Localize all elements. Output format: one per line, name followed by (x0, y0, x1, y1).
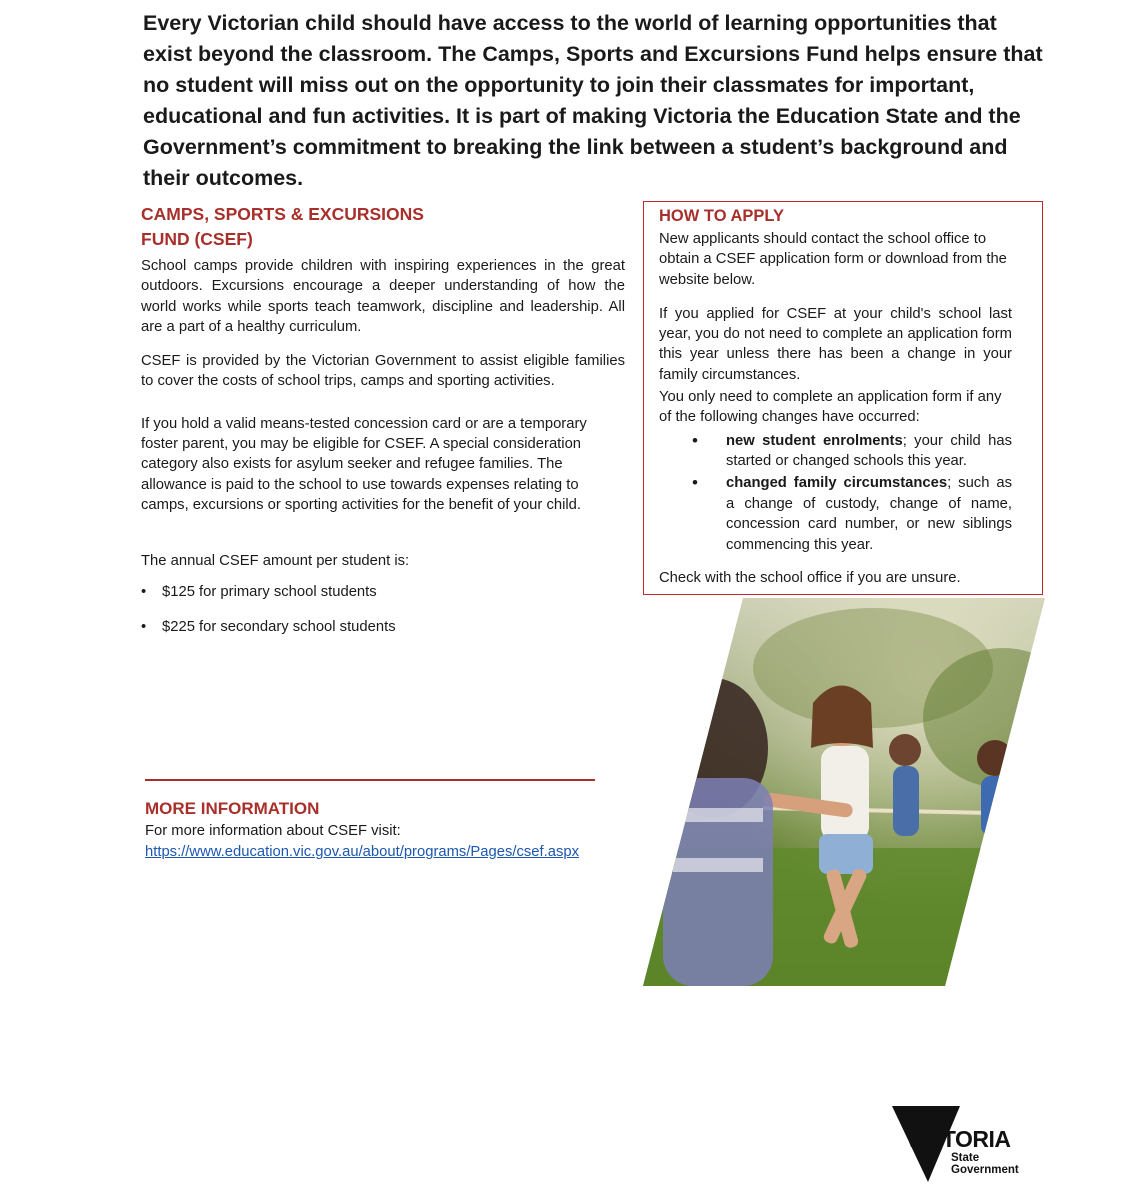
logo-subtitle (951, 1152, 1019, 1176)
logo-sub-2: Government (951, 1164, 1019, 1176)
intro-statement: Every Victorian child should have access to the world of learning opportunities that exist beyond the classroom. The Camps, Sports and Excursions Fund helps ensure that no student will miss out on the opportunity to join their classmates for important, educational and fun activities. It is part of making Victoria the Education State and the Government’s commitment to breaking the link between a student’s background and their outcomes. (143, 11, 1043, 190)
list-item-bold: new student enrolments (726, 432, 903, 449)
apply-footer: Check with the school office if you are unsure. (659, 569, 961, 586)
csef-title-line2: FUND (CSEF) (141, 229, 253, 249)
list-item-text: ; your child has started or changed schools this year. (726, 432, 1012, 470)
list-item (659, 431, 1012, 472)
section-divider (145, 779, 595, 781)
how-to-apply-box (643, 201, 1043, 595)
apply-para-3: You only need to complete an application form if any of the following changes have occurred: (659, 389, 1002, 426)
more-information-section (145, 797, 645, 863)
csef-para-1: School camps provide children with inspiring experiences in the great outdoors. Excursions encourage a deeper understanding of how the world works while sports teach teamwork, discipline and leadership. All are a part of a healthy curriculum. (141, 258, 625, 335)
apply-change-list (659, 431, 1012, 556)
csef-amount-list (141, 582, 625, 637)
children-tug-of-war-photo (643, 598, 1045, 986)
apply-para-1: New applicants should contact the school office to obtain a CSEF application form or download from the website below. (659, 231, 1007, 288)
list-item: • $125 for primary school students (141, 582, 625, 602)
apply-para-2: If you applied for CSEF at your child's school last year, you do not need to complete an application form this year unless there has been a change in your family circumstances. (659, 305, 1012, 383)
more-information-title: MORE INFORMATION (145, 799, 320, 818)
csef-website-link[interactable]: https://www.education.vic.gov.au/about/programs/Pages/csef.aspx (145, 844, 580, 860)
csef-title (141, 202, 625, 252)
list-item (659, 473, 1012, 556)
list-item-text: ; such as a change of custody, change of name, concession card number, or new siblings commencing this year. (726, 475, 1012, 554)
list-item: • $225 for secondary school students (141, 617, 625, 637)
csef-section (141, 202, 625, 652)
logo-sub-1: State (951, 1152, 980, 1164)
logo-wordmark: VICTORIA (905, 1126, 1011, 1152)
list-item-bold: changed family circumstances (726, 475, 948, 492)
csef-title-line1: CAMPS, SPORTS & EXCURSIONS (141, 204, 424, 224)
more-information-text: For more information about CSEF visit: (145, 823, 401, 839)
csef-para-3: If you hold a valid means-tested concession card or are a temporary foster parent, you may be eligible for CSEF. A special consideration category also exists for asylum seeker and refugee families. The allowance is paid to the school to use towards expenses relating to camps, excursions or sporting activities for the benefit of your child. (141, 415, 587, 513)
csef-amount-intro: The annual CSEF amount per student is: (141, 553, 410, 570)
how-to-apply-title: HOW TO APPLY (659, 207, 784, 225)
csef-para-2: CSEF is provided by the Victorian Government to assist eligible families to cover the costs of school trips, camps and sporting activities. (141, 353, 625, 390)
